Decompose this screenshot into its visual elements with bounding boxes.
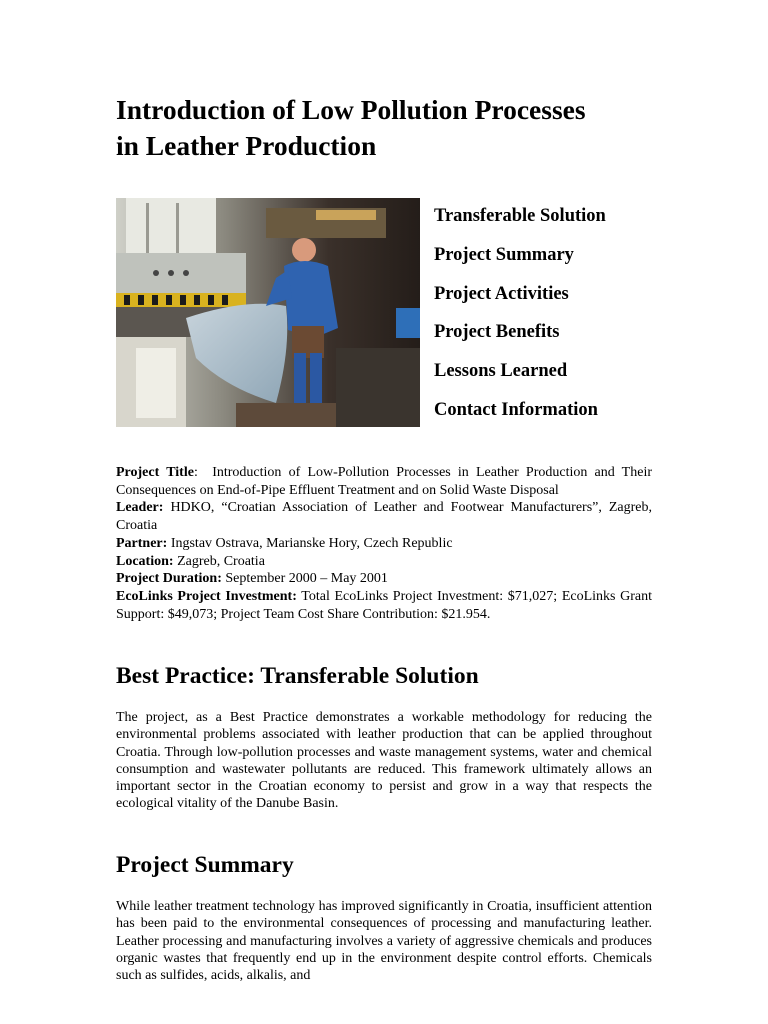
location-row [116, 553, 652, 571]
partner-row [116, 535, 652, 553]
duration-row [116, 570, 652, 588]
project-title-value: Introduction of Low-Pollution Processes in Leather Production and Their Consequences on End-of-Pipe Effluent Treatment and on Solid Waste Disposal [116, 465, 652, 498]
project-title-label: Project Title [116, 465, 194, 480]
best-practice-heading: Best Practice: Transferable Solution [116, 663, 479, 689]
duration-value: September 2000 – May 2001 [225, 571, 388, 587]
toc-link-project-activities[interactable]: Project Activities [434, 283, 569, 304]
leather-factory-photo [116, 198, 420, 427]
project-summary-heading: Project Summary [116, 852, 294, 878]
project-summary-paragraph: While leather treatment technology has improved significantly in Croatia, insufficient attention has been paid to the environmental consequences of processing and manufacturing leather. Leather processing and manufacturing involves a variety of aggressive chemicals and produces organic wastes that frequently end up in the environment despite control efforts. Chemicals such as sulfides, acids, alkalis, and [116, 899, 652, 984]
leader-row [116, 499, 652, 534]
leader-value: HDKO, “Croatian Association of Leather and Footwear Manufacturers”, Zagreb, Croatia [116, 500, 653, 534]
investment-row [116, 588, 652, 623]
toc-link-project-benefits[interactable]: Project Benefits [434, 322, 560, 343]
investment-value: Total EcoLinks Project Investment: $71,027; EcoLinks Grant Support: $49,073; Project Team Cost Share Contribution: $21.954. [116, 588, 652, 622]
toc-link-lessons-learned[interactable]: Lessons Learned [434, 361, 568, 382]
location-label: Location: [116, 553, 174, 569]
project-title-separator: : [193, 465, 198, 480]
best-practice-paragraph: The project, as a Best Practice demonstrates a workable methodology for reducing the environmental problems associated with leather production that can be applied throughout Croatia. Through low-pollution processes and waste management systems, water and chemical consumption and wastewater pollutants are reduced. This framework ultimately allows an important sector in the Croatian economy to persist and grow in a way that respects the ecological vitality of the Danube Basin. [116, 710, 652, 812]
duration-label: Project Duration: [116, 571, 222, 587]
page-title [116, 92, 676, 164]
project-info-block [116, 464, 652, 623]
title-line-1: Introduction of Low Pollution Processes [116, 94, 586, 125]
location-value: Zagreb, Croatia [177, 553, 265, 569]
toc-link-project-summary[interactable]: Project Summary [434, 244, 574, 265]
investment-label: EcoLinks Project Investment: [116, 588, 297, 604]
partner-label: Partner: [116, 535, 168, 551]
leader-label: Leader: [116, 500, 164, 516]
toc-link-contact-information[interactable]: Contact Information [434, 399, 598, 420]
title-line-2: in Leather Production [116, 130, 377, 161]
project-title-row [116, 464, 652, 499]
toc-link-transferable-solution[interactable]: Transferable Solution [434, 206, 606, 226]
section-link-list [434, 206, 606, 439]
partner-value: Ingstav Ostrava, Marianske Hory, Czech Republic [170, 535, 453, 551]
